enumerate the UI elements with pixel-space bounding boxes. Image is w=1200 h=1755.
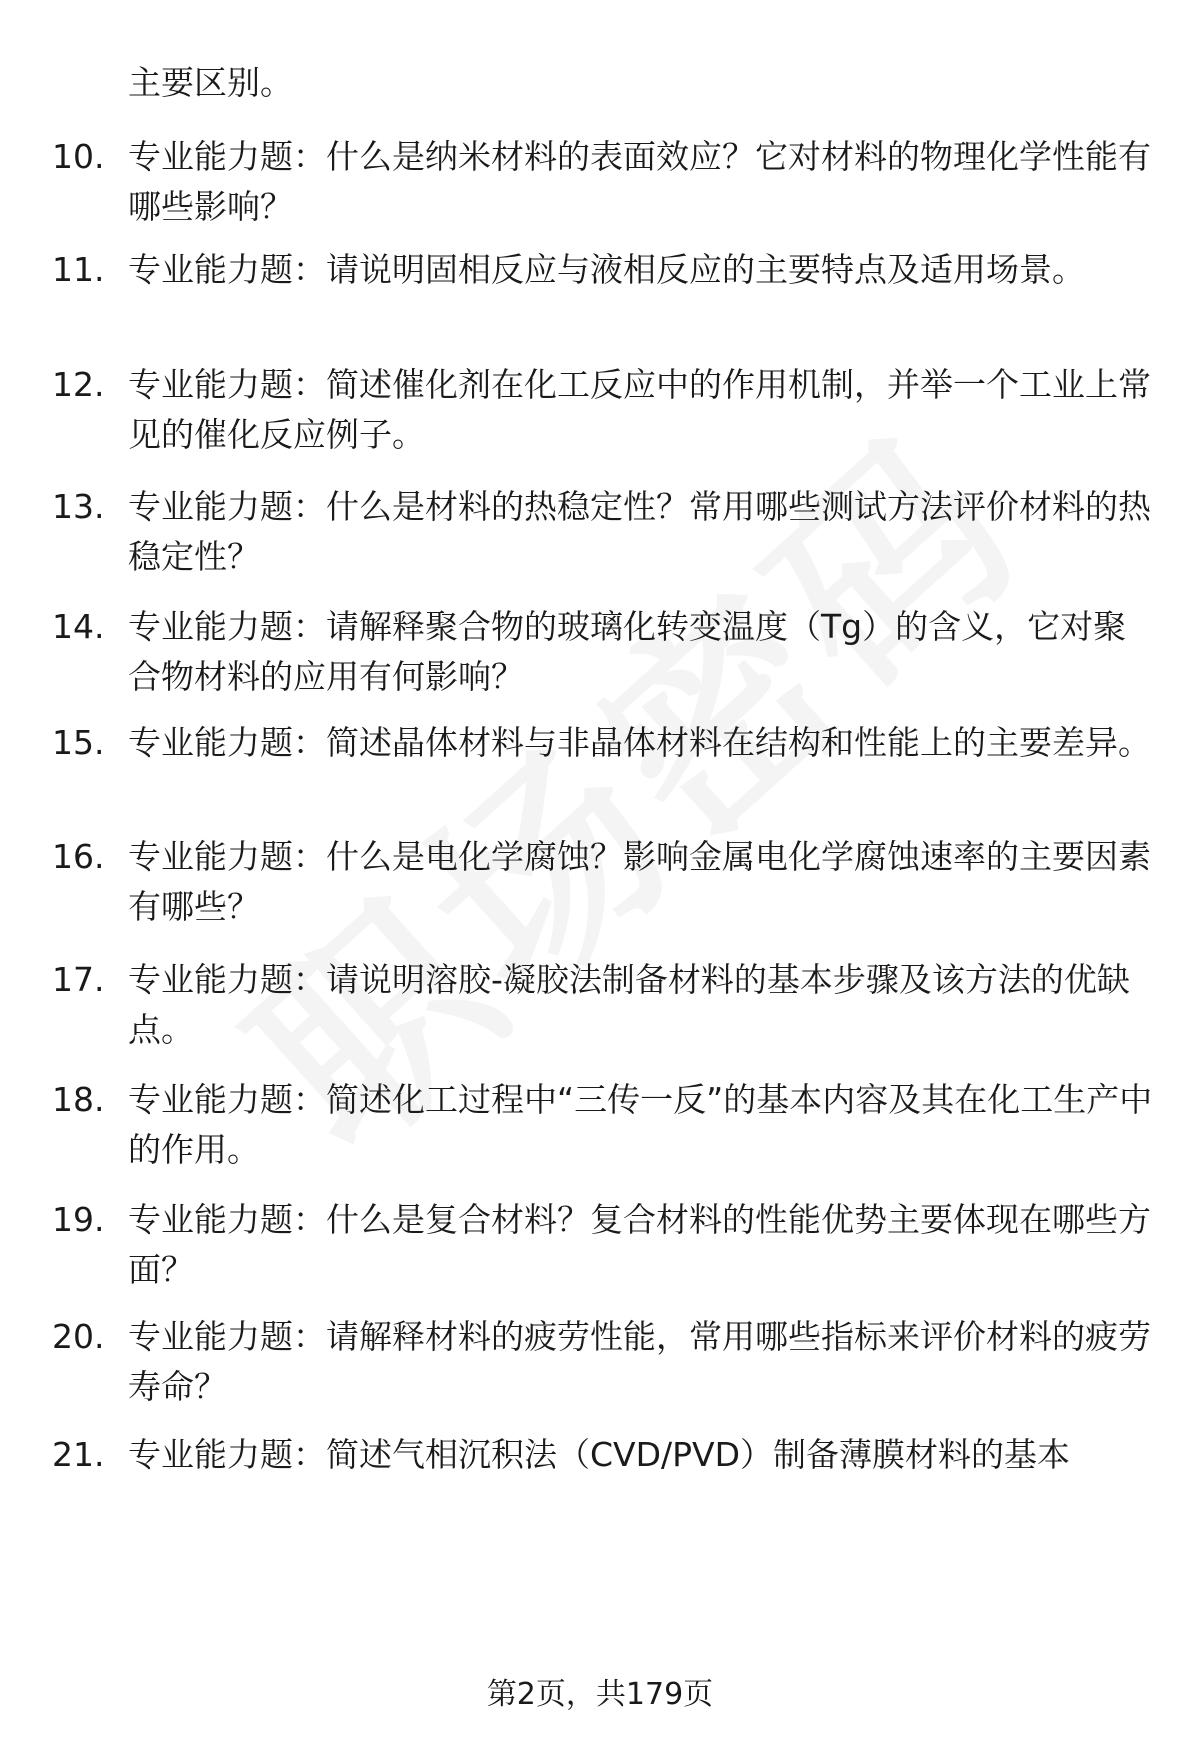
question-number: 16.	[52, 837, 105, 876]
question-text: 专业能力题：什么是复合材料？复合材料的性能优势主要体现在哪些方面？	[128, 1200, 1151, 1289]
question-text: 专业能力题：请解释材料的疲劳性能，常用哪些指标来评价材料的疲劳寿命？	[128, 1317, 1151, 1406]
question-text: 专业能力题：简述晶体材料与非晶体材料在结构和性能上的主要差异。	[128, 723, 1151, 762]
question-text: 专业能力题：简述气相沉积法（CVD/PVD）制备薄膜材料的基本	[128, 1435, 1071, 1474]
question-number: 13.	[52, 487, 105, 526]
question-text: 专业能力题：什么是材料的热稳定性？常用哪些测试方法评价材料的热稳定性？	[128, 487, 1151, 576]
question-number: 18.	[52, 1080, 105, 1119]
question-number: 21.	[52, 1435, 105, 1474]
question-number: 12.	[52, 365, 105, 404]
question-text: 专业能力题：什么是电化学腐蚀？影响金属电化学腐蚀速率的主要因素有哪些？	[128, 837, 1151, 926]
page-footer: 第2页，共179页	[486, 1677, 714, 1712]
question-text: 专业能力题：简述催化剂在化工反应中的作用机制，并举一个工业上常见的催化反应例子。	[128, 365, 1151, 454]
question-text: 专业能力题：什么是纳米材料的表面效应？它对材料的物理化学性能有哪些影响？	[128, 137, 1151, 226]
question-text: 专业能力题：简述化工过程中“三传一反”的基本内容及其在化工生产中的作用。	[128, 1080, 1153, 1169]
question-number: 14.	[52, 607, 105, 646]
question-text: 专业能力题：请说明固相反应与液相反应的主要特点及适用场景。	[128, 250, 1085, 289]
question-number: 11.	[52, 250, 105, 289]
question-number: 15.	[52, 723, 105, 762]
question-text: 专业能力题：请说明溶胶-凝胶法制备材料的基本步骤及该方法的优缺点。	[128, 960, 1130, 1049]
question-number: 17.	[52, 960, 105, 999]
question-number: 10.	[52, 137, 105, 176]
continuation-text: 主要区别。	[128, 63, 293, 102]
question-number: 20.	[52, 1317, 105, 1356]
question-text: 专业能力题：请解释聚合物的玻璃化转变温度（Tg）的含义，它对聚合物材料的应用有何影响？	[128, 607, 1127, 696]
question-number: 19.	[52, 1200, 105, 1239]
